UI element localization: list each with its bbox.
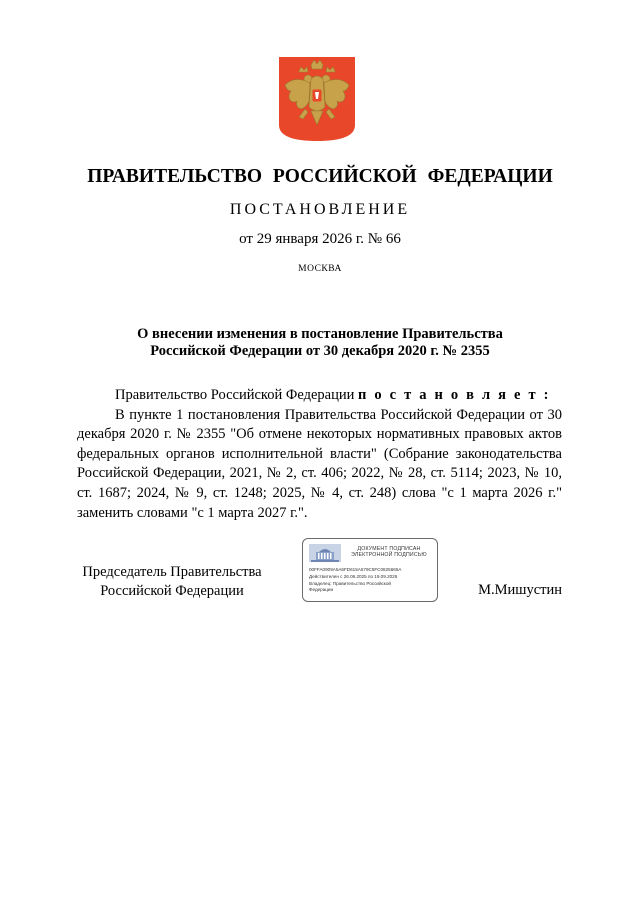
body-paragraph: В пункте 1 постановления Правительства Российской Федерации от 30 декабря 2020 г. № 2355 "Об отмене некоторых нормативных правовых актов федеральных органов исполнительной власти" (Собрание законодательства Российской Федерации, 2021, № 2, ст. 406; 2022, № 28, ст. 5114; 2023, № 10, ст. 1687; 2024, № 9, ст. 1248; 2025, № 4, ст. 248) слова "с 1 марта 2026 г." заменить словами "с 1 марта 2027 г.". <box>77 406 562 521</box>
body-paragraph <box>77 386 562 406</box>
heading-line: О внесении изменения в постановление Правительства <box>137 326 503 342</box>
document-type: ПОСТАНОВЛЕНИЕ <box>229 201 411 218</box>
document-city: МОСКВА <box>298 264 342 274</box>
stamp-title-line: ДОКУМЕНТ ПОДПИСАН <box>357 546 421 552</box>
coat-of-arms-icon <box>277 55 357 143</box>
signer-position-line: Председатель Правительства <box>82 564 262 580</box>
government-building-icon <box>309 544 341 562</box>
stamp-owner: Владелец: Правительство Российской <box>309 581 391 586</box>
signer-position <box>72 563 272 601</box>
resolution-verb: п о с т а н о в л я е т : <box>357 387 551 403</box>
stamp-owner: Федерации <box>309 586 334 592</box>
stamp-certificate: 00FFA0909A5A6FD615A579C5FC0825665A <box>309 567 402 572</box>
stamp-title-line: ЭЛЕКТРОННОЙ ПОДПИСЬЮ <box>351 552 427 559</box>
government-title: ПРАВИТЕЛЬСТВО РОССИЙСКОЙ ФЕДЕРАЦИИ <box>87 166 553 187</box>
document-body <box>77 386 562 523</box>
electronic-signature-stamp <box>302 538 438 602</box>
signer-position-line: Российской Федерации <box>100 583 244 599</box>
document-heading <box>80 326 560 360</box>
heading-line: Российской Федерации от 30 декабря 2020 г. № 2355 <box>150 343 490 359</box>
document-date-number: от 29 января 2026 г. № 66 <box>239 231 401 247</box>
stamp-validity: Действителен с 26.06.2025 по 19.09.2026 <box>309 574 398 579</box>
stamp-title <box>343 546 435 558</box>
signer-name: М.Мишустин <box>478 582 562 598</box>
resolution-lead: Правительство Российской Федерации <box>115 387 358 403</box>
